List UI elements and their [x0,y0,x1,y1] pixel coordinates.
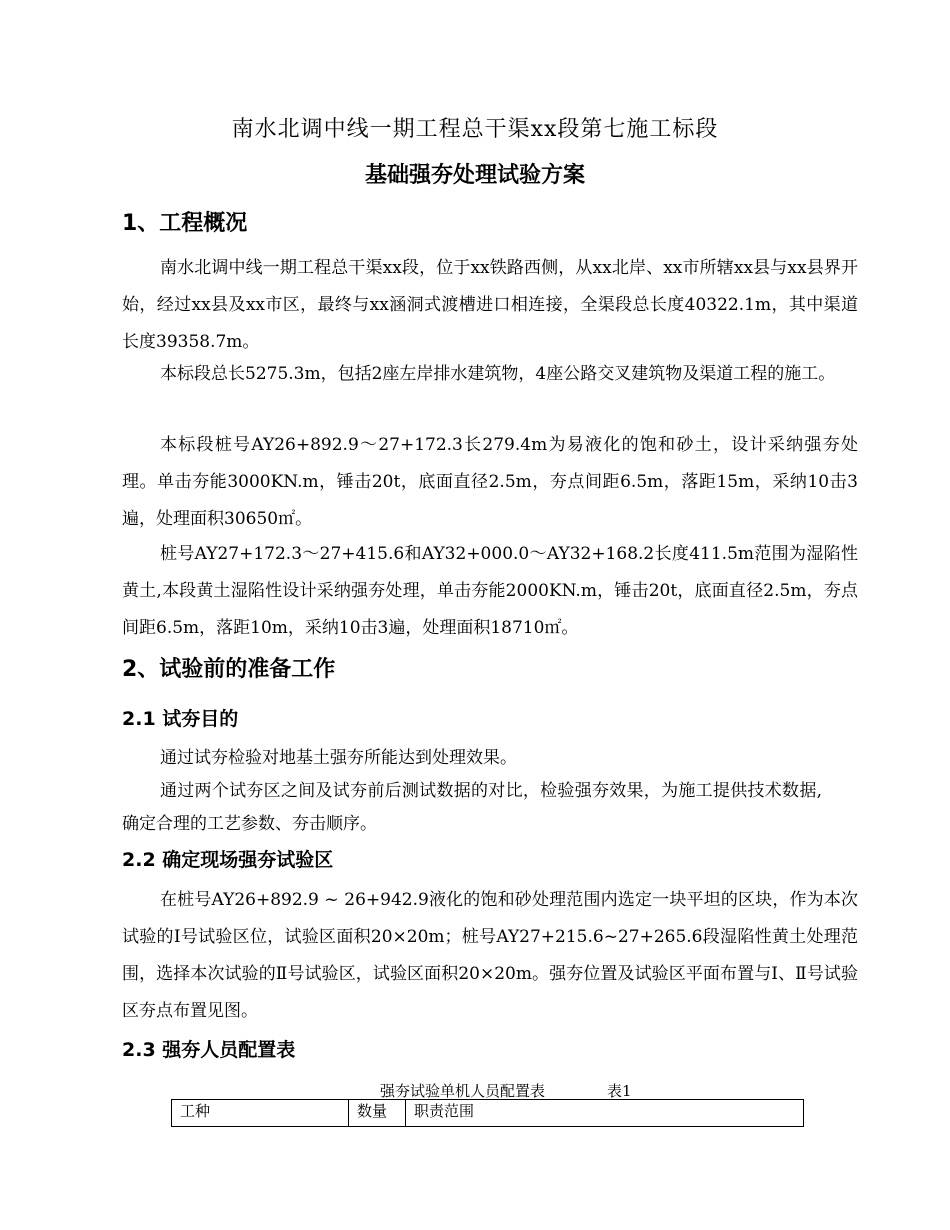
header-cell-responsibility: 职责范围 [406,1100,804,1127]
staff-config-table [171,1099,804,1127]
table-header-row [172,1100,804,1127]
table-caption-text: 强夯试验单机人员配置表 [380,1082,546,1100]
paragraph-overview-4: 桩号AY27+172.3～27+415.6和AY32+000.0～AY32+168.2长度411.5m范围为湿陷性黄土,本段黄土湿陷性设计采纳强夯处理，单击夯能2000KN.m，锤击20t，底面直径2.5m，夯点间距6.5m，落距10m，采纳10击3遍，处理面积18710㎡。 [122,544,858,638]
paragraph-test-area: 在桩号AY26+892.9 ~ 26+942.9液化的饱和砂处理范围内选定一块平坦的区块，作为本次试验的Ⅰ号试验区位，试验区面积20×20m；桩号AY27+215.6~27+265.6段湿陷性黄土处理范围，选择本次试验的Ⅱ号试验区，试验区面积20×20m。强夯位置及试验区平面布置与Ⅰ、Ⅱ号试验区夯点布置见图。 [122,890,858,1021]
section-heading-2: 2、试验前的准备工作 [122,657,336,682]
header-cell-quantity: 数量 [349,1100,406,1127]
document-subtitle: 基础强夯处理试验方案 [364,162,585,188]
paragraph-overview-3: 本标段桩号AY26+892.9～27+172.3长279.4m为易液化的饱和砂土，设计采纳强夯处理。单击夯能3000KN.m，锤击20t，底面直径2.5m，夯点间距6.5m，落距15m，采纳10击3遍，处理面积30650㎡。 [122,435,858,529]
table-number: 表1 [607,1082,632,1100]
paragraph-purpose-2: 通过两个试夯区之间及试夯前后测试数据的对比，检验强夯效果，为施工提供技术数据,确定合理的工艺参数、夯击顺序。 [122,781,822,834]
subsection-heading-2-2: 2.2 确定现场强夯试验区 [122,849,334,871]
document-title: 南水北调中线一期工程总干渠xx段第七施工标段 [231,117,719,142]
section-heading-1: 1、工程概况 [122,211,248,236]
header-cell-trade: 工种 [172,1100,349,1127]
table-caption [380,1080,632,1101]
subsection-heading-2-3: 2.3 强夯人员配置表 [122,1039,296,1061]
subsection-heading-2-1: 2.1 试夯目的 [122,708,239,730]
paragraph-purpose-1: 通过试夯检验对地基土强夯所能达到处理效果。 [160,748,517,768]
paragraph-overview-2: 本标段总长5275.3m，包括2座左岸排水建筑物，4座公路交叉建筑物及渠道工程的施工。 [160,364,836,384]
paragraph-overview-1: 南水北调中线一期工程总干渠xx段，位于xx铁路西侧，从xx北岸、xx市所辖xx县与xx县界开始，经过xx县及xx市区，最终与xx涵洞式渡槽进口相连接，全渠段总长度40322.1m，其中渠道长度39358.7m。 [122,258,858,352]
